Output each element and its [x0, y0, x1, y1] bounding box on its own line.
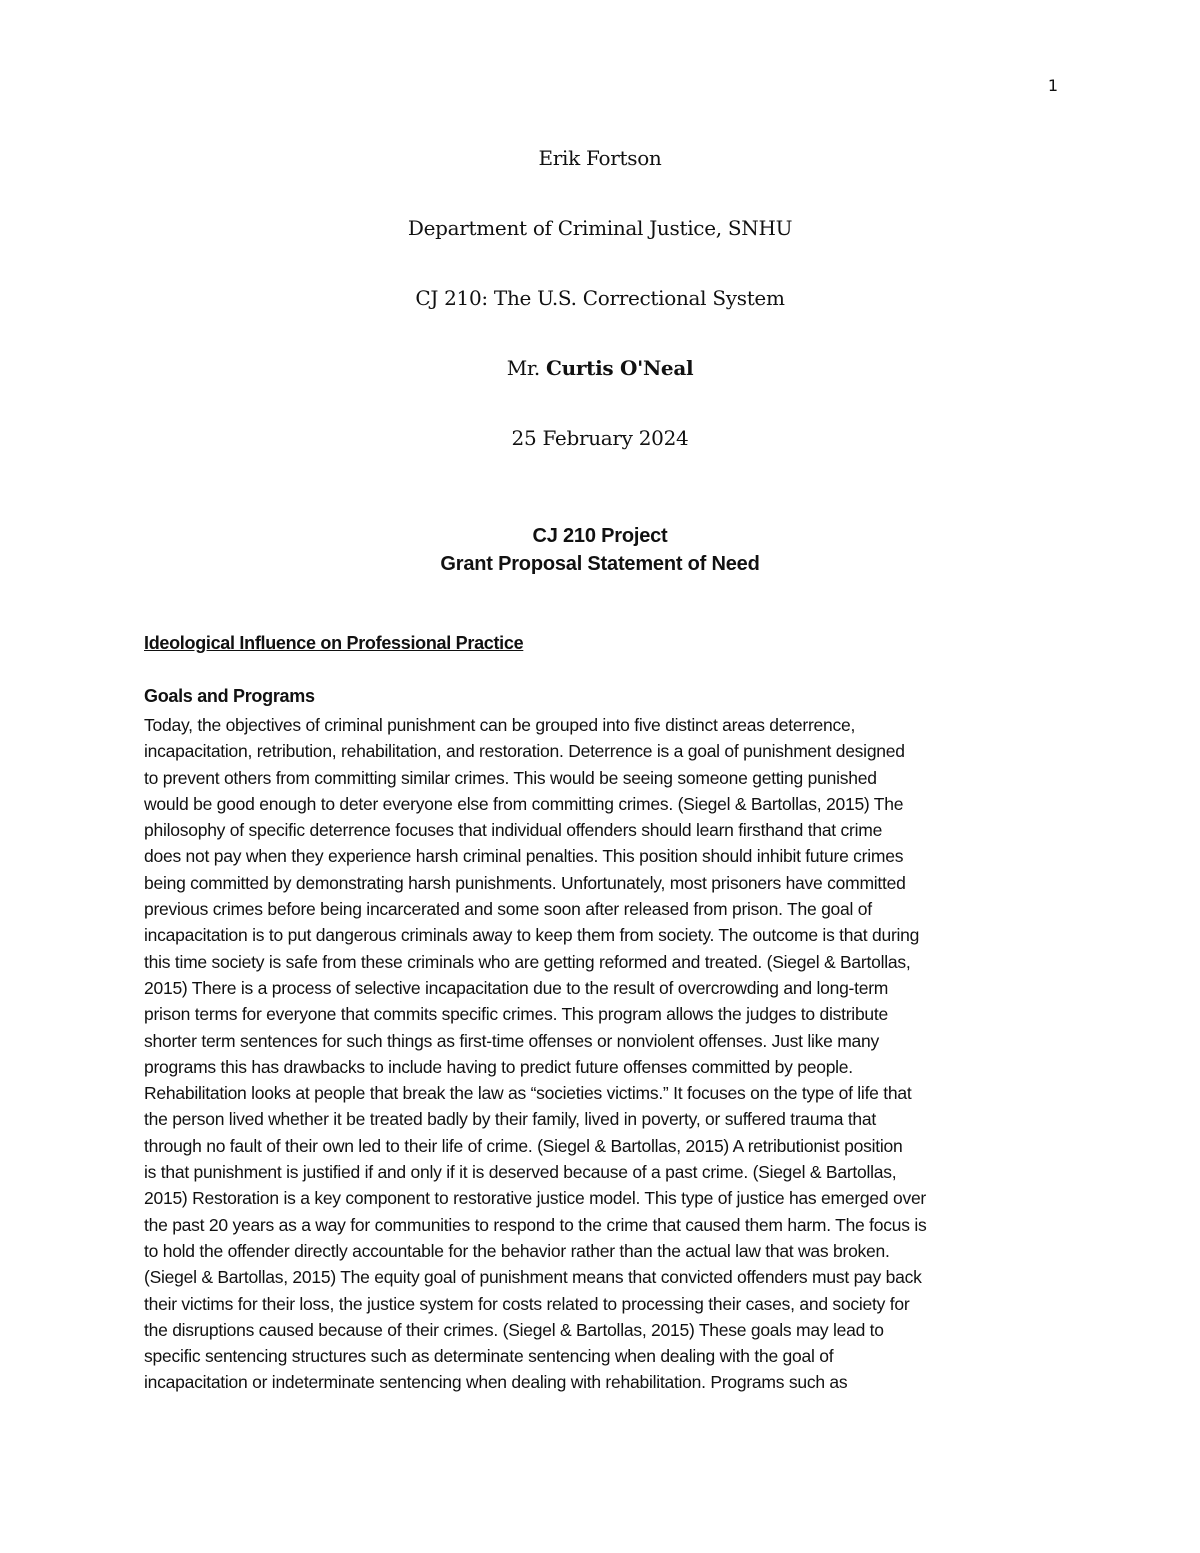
submission-date: 25 February 2024	[511, 426, 689, 450]
body-line: the past 20 years as a way for communities to respond to the crime that caused them harm. The focus is	[144, 1214, 927, 1235]
body-line: being committed by demonstrating harsh punishments. Unfortunately, most prisoners have committed	[144, 872, 906, 893]
body-line: through no fault of their own led to their life of crime. (Siegel & Bartollas, 2015) A retributionist position	[144, 1135, 903, 1156]
instructor-name: Curtis O'Neal	[546, 356, 694, 380]
body-line: is that punishment is justified if and only if it is deserved because of a past crime. (Siegel & Bartollas,	[144, 1162, 897, 1183]
body-line: programs this has drawbacks to include having to predict future offenses committed by people.	[144, 1056, 853, 1077]
project-subtitle: Grant Proposal Statement of Need	[440, 553, 760, 575]
body-line: previous crimes before being incarcerated and some soon after released from prison. The goal of	[144, 899, 872, 920]
body-line: philosophy of specific deterrence focuses that individual offenders should learn firsthand that crime	[144, 820, 883, 841]
section-heading: Ideological Influence on Professional Practice	[144, 633, 524, 653]
body-line: incapacitation is to put dangerous criminals away to keep them from society. The outcome is that during	[144, 925, 920, 946]
project-heading	[0, 522, 1200, 578]
body-line: prison terms for everyone that commits specific crimes. This program allows the judges to distribute	[144, 1004, 889, 1025]
body-line: specific sentencing structures such as determinate sentencing when dealing with the goal of	[144, 1346, 834, 1367]
body-line: the disruptions caused because of their crimes. (Siegel & Bartollas, 2015) These goals may lead to	[144, 1319, 884, 1340]
body-line: incapacitation or indeterminate sentencing when dealing with rehabilitation. Programs such as	[144, 1372, 848, 1393]
author-name: Erik Fortson	[538, 146, 662, 170]
body-line: does not pay when they experience harsh criminal penalties. This position should inhibit future crimes	[144, 846, 904, 867]
body-line: to prevent others from committing similar crimes. This would be seeing someone getting punished	[144, 767, 877, 788]
subsection-heading: Goals and Programs	[144, 686, 315, 706]
body-line: Rehabilitation looks at people that break the law as “societies victims.” It focuses on the type of life that	[144, 1083, 912, 1104]
body-paragraph	[144, 712, 1064, 1396]
body-line: 2015) There is a process of selective incapacitation due to the result of overcrowding and long-term	[144, 977, 889, 998]
body-line: would be good enough to deter everyone else from committing crimes. (Siegel & Bartollas, 2015) The	[144, 793, 904, 814]
page-number: 1	[1047, 76, 1058, 95]
body-line: Today, the objectives of criminal punishment can be grouped into five distinct areas deterrence,	[144, 715, 856, 735]
body-line: their victims for their loss, the justice system for costs related to processing their cases, and society for	[144, 1293, 910, 1314]
department-name: Department of Criminal Justice, SNHU	[407, 216, 793, 240]
instructor-prefix: Mr.	[506, 356, 547, 380]
body-line: (Siegel & Bartollas, 2015) The equity goal of punishment means that convicted offenders must pay back	[144, 1267, 922, 1288]
title-page-block	[0, 140, 1200, 490]
body-line: incapacitation, retribution, rehabilitation, and restoration. Deterrence is a goal of punishment designed	[144, 741, 905, 762]
body-line: shorter term sentences for such things as first-time offenses or nonviolent offenses. Just like many	[144, 1030, 879, 1051]
body-line: the person lived whether it be treated badly by their family, lived in poverty, or suffered trauma that	[144, 1109, 877, 1130]
course-name: CJ 210: The U.S. Correctional System	[415, 286, 785, 310]
body-line: this time society is safe from these criminals who are getting reformed and treated. (Siegel & Bartollas,	[144, 951, 911, 972]
body-line: 2015) Restoration is a key component to restorative justice model. This type of justice has emerged over	[144, 1188, 926, 1209]
body-line: to hold the offender directly accountable for the behavior rather than the actual law that was broken.	[144, 1240, 890, 1261]
project-title: CJ 210 Project	[532, 525, 668, 547]
instructor-line	[0, 350, 1200, 420]
